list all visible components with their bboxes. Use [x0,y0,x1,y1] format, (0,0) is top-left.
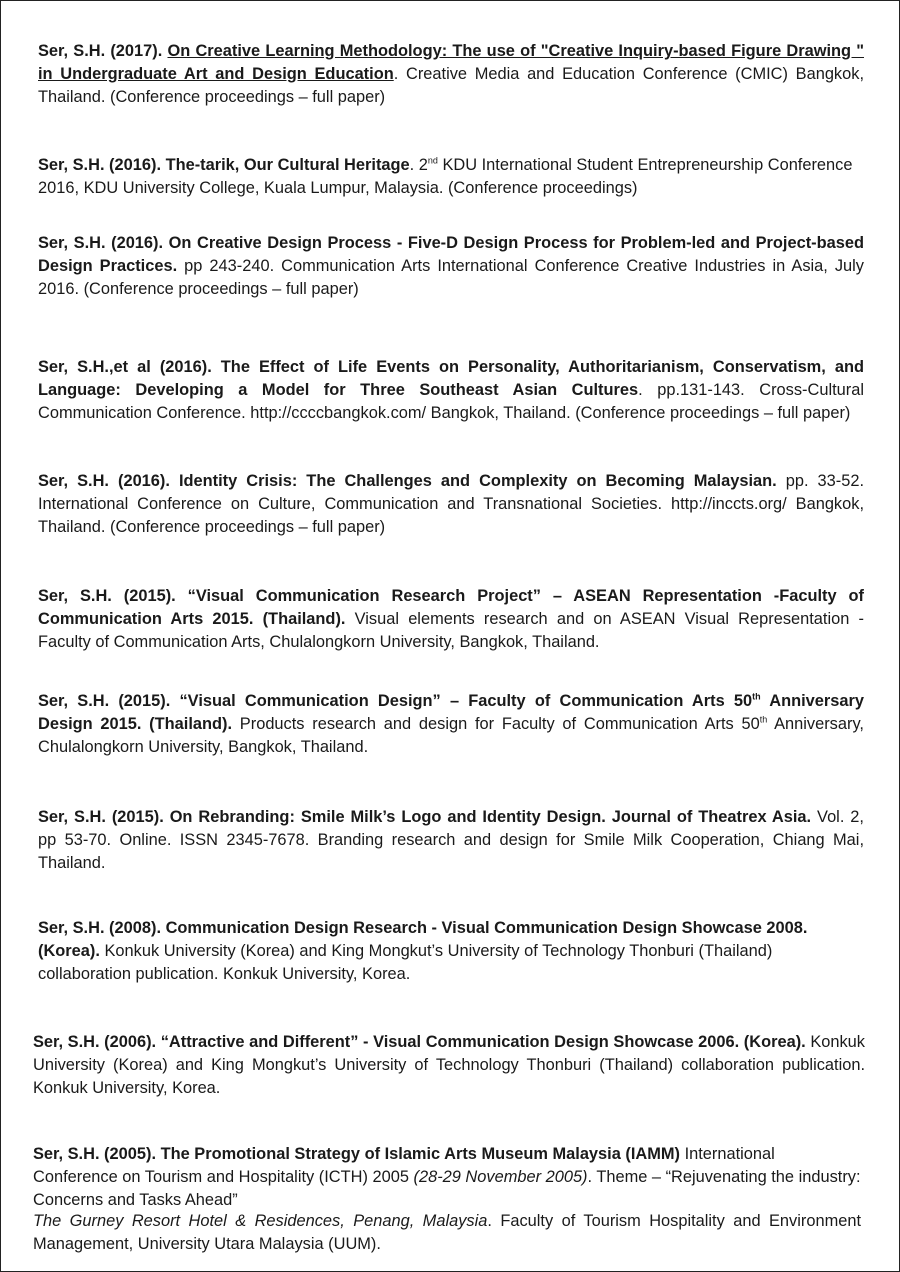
reference-details: Vol. 2, pp 53-70. Online. ISSN 2345-7678. Branding research and design for Smile Milk Cooperation, Chiang Mai, Thailand. [38,808,864,872]
reference-details: Products research and design for Faculty of Communication Arts 50 [232,715,760,733]
reference-details: . Creative Media and Education Conference (CMIC) Bangkok, Thailand. (Conference proceedings – full paper) [38,65,864,106]
reference-details: . Faculty of Tourism Hospitality and Environment Management, University Utara Malaysia (UUM). [33,1212,862,1253]
reference-title: “Visual Communication Research Project” – ASEAN Representation -Faculty of Communication Arts 2015. (Thailand). [38,587,865,628]
reference-entry [38,470,864,539]
reference-details: Konkuk University (Korea) and King Mongkut’s University of Technology Thonburi (Thailand) collaboration publication. Konkuk University, Korea. [33,1033,865,1097]
superscript: nd [427,155,438,166]
reference-entry [33,1031,865,1100]
reference-date: (28-29 November 2005) [413,1168,588,1186]
reference-title: “Visual Communication Design” – Faculty of Communication Arts 50 [179,692,753,710]
reference-author: Ser, S.H. (2008). [38,919,161,937]
reference-title: Anniversary Design 2015. (Thailand). [38,692,864,733]
reference-author: Ser, S.H. (2005). [33,1145,156,1163]
reference-entry [38,690,864,759]
reference-title: On Rebranding: Smile Milk’s Logo and Identity Design. Journal of Theatrex Asia. [169,808,812,826]
reference-author: Ser, S.H. (2006). [33,1033,157,1051]
reference-entry [33,1143,861,1212]
reference-details: pp 243-240. Communication Arts International Conference Creative Industries in Asia, July 2016. (Conference proceedings – full paper) [38,257,865,298]
reference-author: Ser, S.H. (2015). [38,692,171,710]
reference-title: Communication Design Research - Visual Communication Design Showcase 2008. (Korea). [38,919,808,960]
reference-details: . pp.131-143. Cross-Cultural Communication Conference. http://ccccbangkok.com/ Bangkok, Thailand. (Conference proceedings – full paper) [38,381,864,422]
reference-entry [38,806,864,875]
reference-entry [38,40,864,109]
reference-entry [38,585,864,654]
reference-author: Ser, S.H. (2017). [38,42,163,60]
reference-details: pp. 33-52. International Conference on Culture, Communication and Transnational Societies. http://inccts.org/ Bangkok, Thailand. (Conference proceedings – full paper) [38,472,864,536]
reference-details: . 2 [409,156,428,174]
reference-entry [38,356,864,425]
reference-details: Anniversary, Chulalongkorn University, Bangkok, Thailand. [38,715,864,756]
reference-venue: The Gurney Resort Hotel & Residences, Penang, Malaysia [33,1212,488,1230]
superscript: th [752,691,761,702]
reference-author: Ser, S.H. (2016). [38,234,164,252]
reference-author: Ser, S.H.,et al (2016). [38,358,212,376]
reference-author: Ser, S.H. (2015). [38,587,176,605]
reference-title: The-tarik, Our Cultural Heritage [165,156,410,174]
reference-entry [38,917,864,986]
reference-author: Ser, S.H. (2016). [38,156,161,174]
reference-author: Ser, S.H. (2015). [38,808,164,826]
reference-author: Ser, S.H. (2016). [38,472,170,490]
reference-details: International Conference on Tourism and Hospitality (ICTH) 2005 [33,1145,775,1186]
reference-entry [38,232,864,301]
reference-title: On Creative Design Process - Five-D Design Process for Problem-led and Project-based Design Practices. [38,234,864,275]
reference-title: The Promotional Strategy of Islamic Arts Museum Malaysia (IAMM) [160,1145,681,1163]
reference-title: Identity Crisis: The Challenges and Complexity on Becoming Malaysian. [178,472,777,490]
reference-title: “Attractive and Different” - Visual Communication Design Showcase 2006. (Korea). [160,1033,806,1051]
reference-details: Konkuk University (Korea) and King Mongkut’s University of Technology Thonburi (Thailand) collaboration publication. Konkuk University, Korea. [38,942,773,983]
reference-details: Visual elements research and on ASEAN Visual Representation - Faculty of Communication Arts, Chulalongkorn University, Bangkok, Thailand. [38,610,864,651]
superscript: th [759,714,768,725]
reference-entry [38,154,864,200]
reference-details: . Theme – “Rejuvenating the industry: Concerns and Tasks Ahead” [33,1168,861,1209]
reference-details: KDU International Student Entrepreneurship Conference 2016, KDU University College, Kuala Lumpur, Malaysia. (Conference proceedings) [38,156,853,197]
reference-continuation [33,1210,861,1256]
reference-title: On Creative Learning Methodology: The use of "Creative Inquiry-based Figure Drawing " in Undergraduate Art and Design Education [38,42,864,83]
reference-title: The Effect of Life Events on Personality, Authoritarianism, Conservatism, and Language: Developing a Model for Three Southeast Asian Cultures [38,358,864,399]
